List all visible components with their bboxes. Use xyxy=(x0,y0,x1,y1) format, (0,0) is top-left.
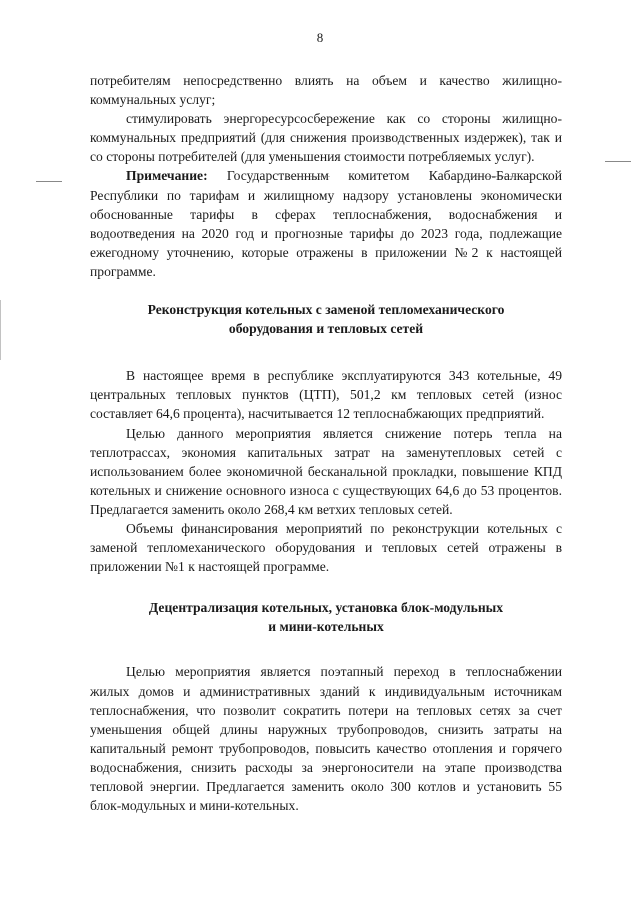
scan-edge-shadow xyxy=(0,300,1,360)
paragraph-note xyxy=(90,166,562,281)
paragraph-goal: Целью данного мероприятия является снижение потерь тепла на теплотрассах, экономия капитальных затрат на заменутепловых сетей с использованием более экономичной бесканальной прокладки, повышение КПД котельных и снижение основного износа с существующих 64,6 до 53 процентов. Предлагается заменить около 268,4 км ветхих тепловых сетей. xyxy=(90,425,562,517)
section-heading-decentralization xyxy=(90,598,562,636)
scan-artifact-line xyxy=(470,176,530,177)
paragraph-consumers: потребителям непосредственно влиять на объем и качество жилищно-коммунальных услуг; xyxy=(90,73,562,108)
section-heading-line: Реконструкция котельных с заменой тепломеханического xyxy=(147,302,505,318)
section-heading-line: оборудования и тепловых сетей xyxy=(228,321,424,337)
document-body xyxy=(90,71,562,815)
scan-artifact-line xyxy=(36,181,62,182)
scan-artifact-line xyxy=(605,161,631,162)
note-label: Примечание: xyxy=(126,168,208,184)
page-number: 8 xyxy=(316,30,324,45)
paragraph-decentralization-goal: Целью мероприятия является поэтапный переход в теплоснабжении жилых домов и административных зданий к индивидуальным источникам теплоснабжения, что позволит сократить потери на тепловых сетях за счет уменьшения общей длины наружных трубопроводов, снизить затраты на капитальный ремонт трубопроводов, повысить качество отопления и горячего водоснабжения, снизить расходы за энергоносители на этапе производства тепловой энергии. Предлагается заменить около 300 котлов и установить 55 блок-модульных и мини-котельных. xyxy=(90,664,562,814)
section-heading-line: и мини-котельных xyxy=(268,619,384,635)
paragraph-boiler-stats: В настоящее время в республике эксплуатируются 343 котельные, 49 центральных тепловых пунктов (ЦТП), 501,2 км тепловых сетей (износ составляет 64,6 процента), насчитывается 12 теплоснабжающих предприятий. xyxy=(90,368,562,422)
section-heading-reconstruction xyxy=(90,300,562,338)
paragraph-financing: Объемы финансирования мероприятий по реконструкции котельных с заменой тепломеханического оборудования и тепловых сетей отражены в приложении №1 к настоящей программе. xyxy=(90,520,562,575)
section-heading-line: Децентрализация котельных, установка блок-модульных xyxy=(148,600,504,616)
note-text: Государственным комитетом Кабардино-Балкарской Республики по тарифам и жилищному надзору установлены экономически обоснованные тарифы в сферах теплоснабжения, водоснабжения и водоотведения на 2020 год и прогнозные тарифы до 2023 года, подлежащие ежегодному уточнению, которые отражены в приложении №2 к настоящей программе. xyxy=(90,168,562,279)
scan-artifact-line xyxy=(290,176,330,177)
paragraph-energy-saving: стимулировать энергоресурсосбережение как со стороны жилищно-коммунальных предприятий (для снижения производственных издержек), так и со стороны потребителей (для уменьшения стоимости потребляемых услуг). xyxy=(90,111,562,165)
